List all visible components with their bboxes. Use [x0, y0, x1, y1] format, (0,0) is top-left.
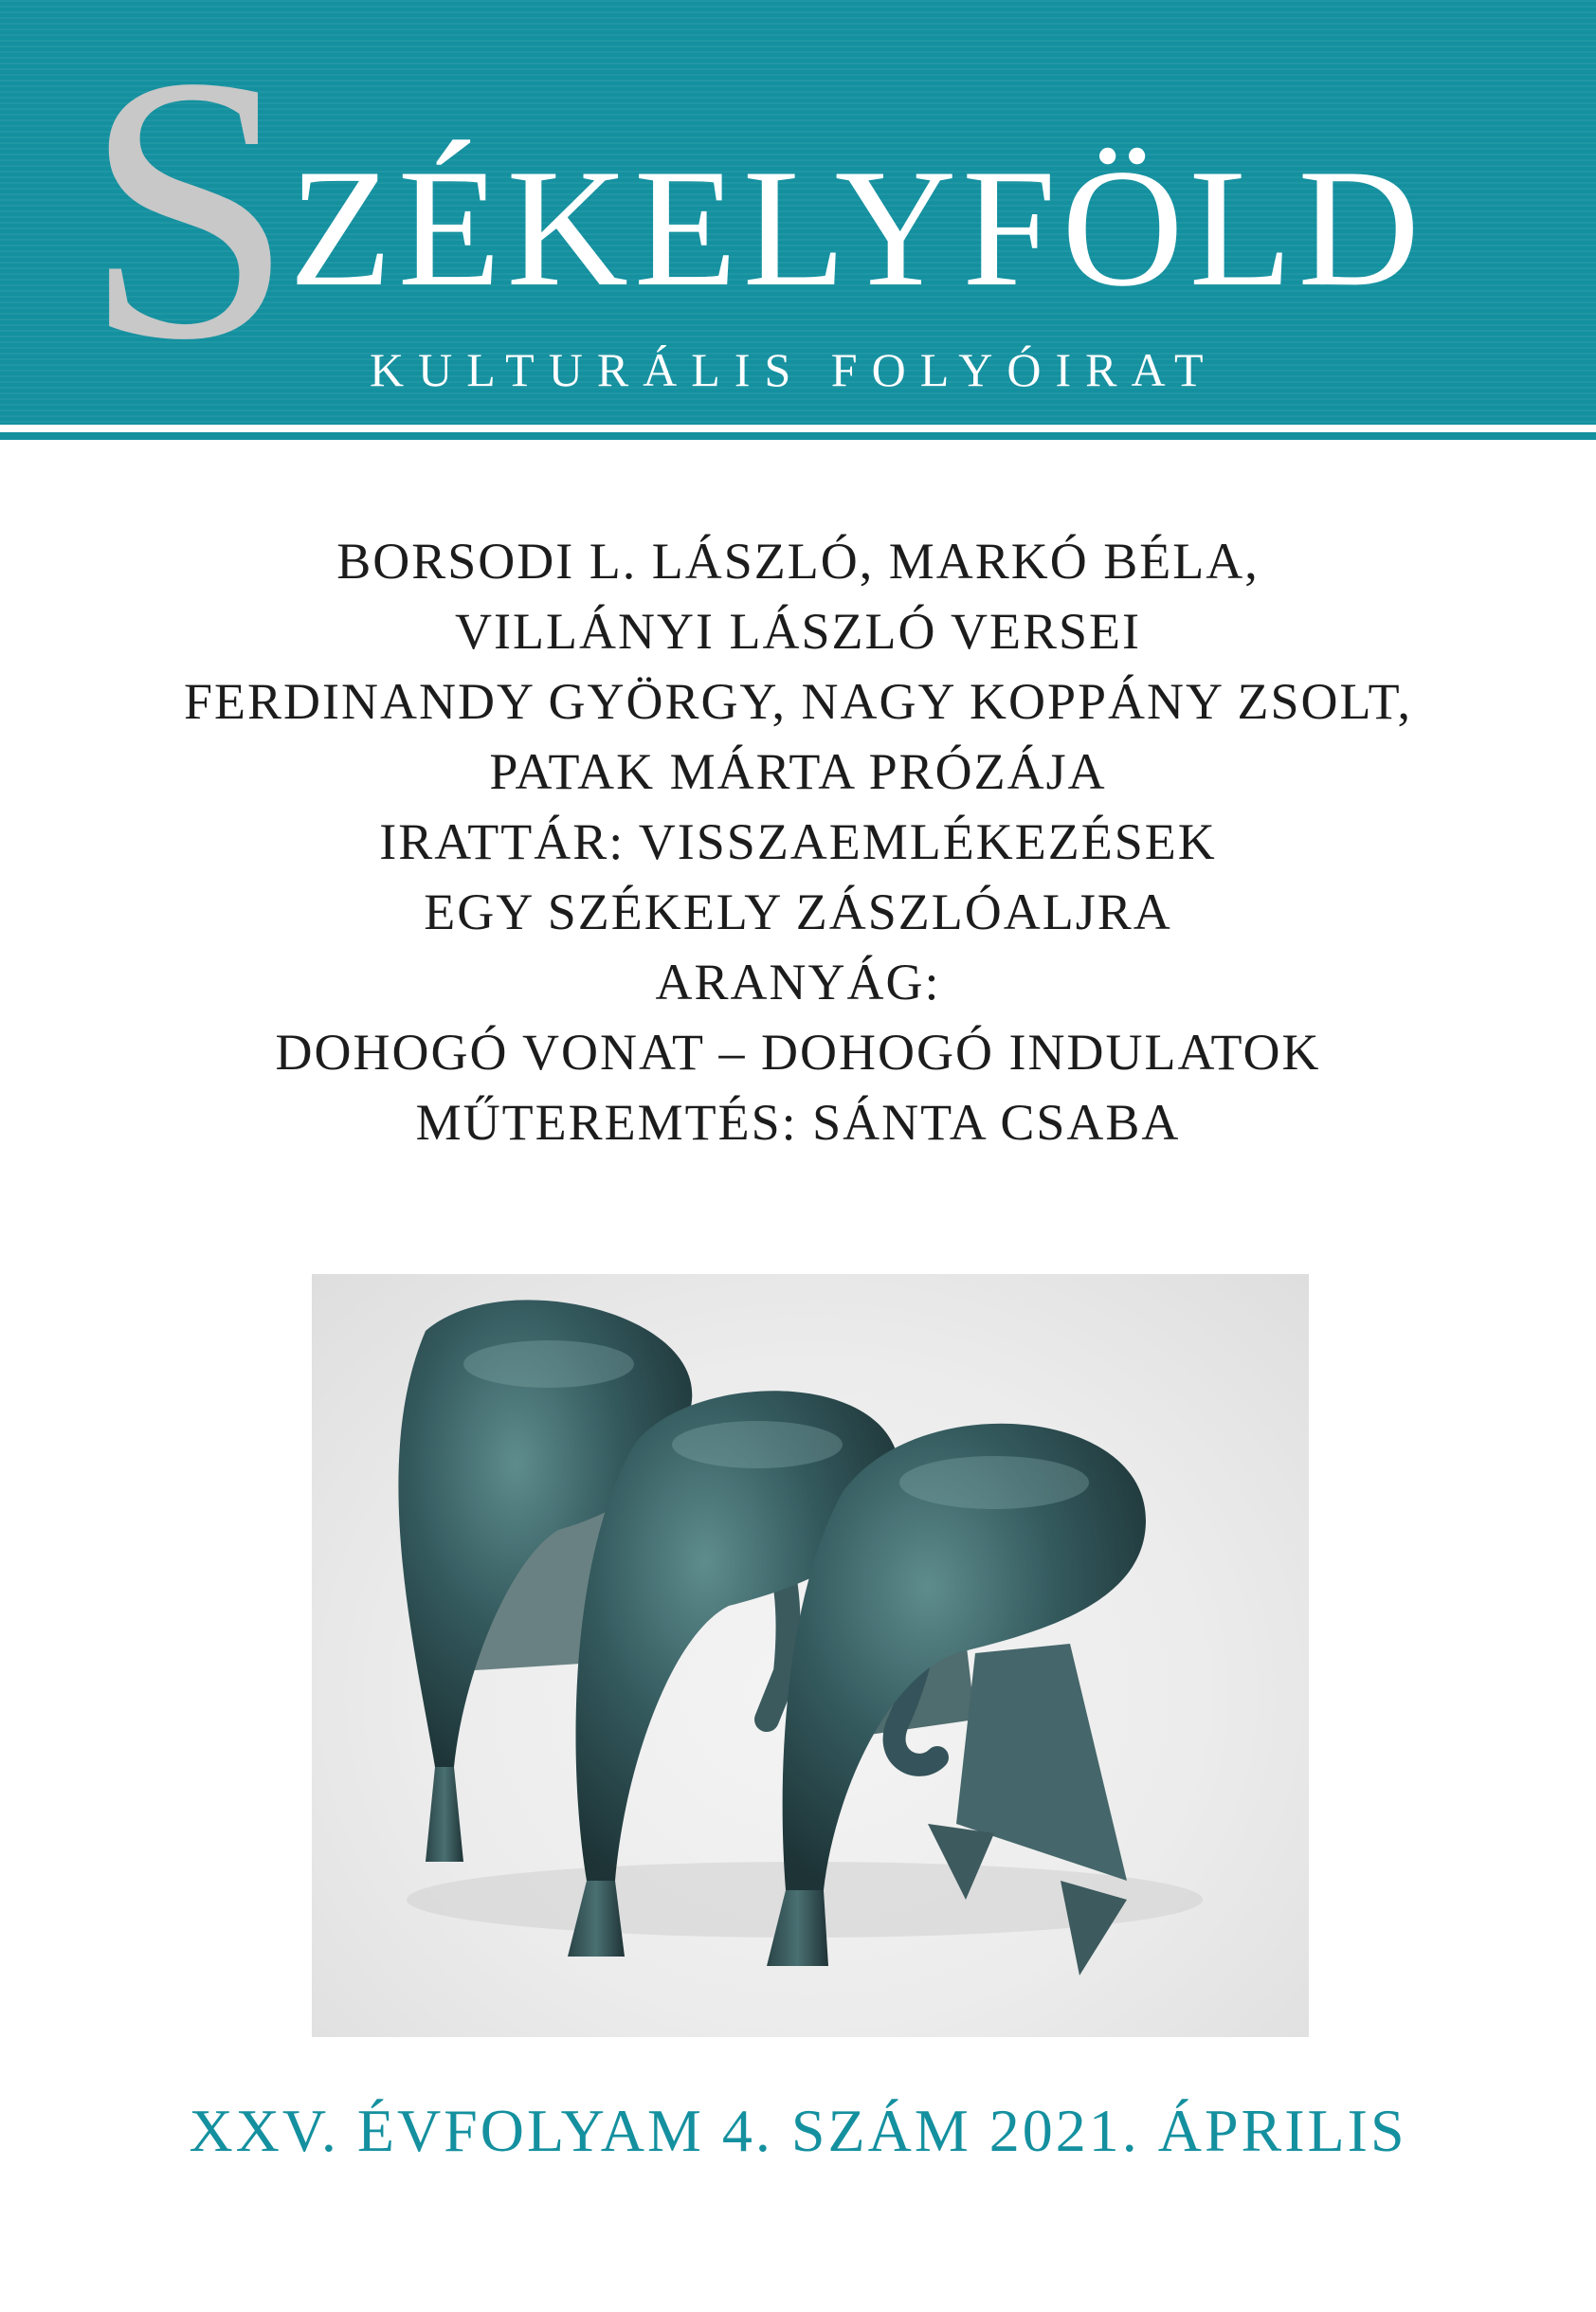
- issue-line: XXV. ÉVFOLYAM 4. SZÁM 2021. ÁPRILIS: [189, 2097, 1407, 2164]
- contents-line: IRATTÁR: VISSZAEMLÉKEZÉSEK: [379, 813, 1217, 870]
- masthead-rule: [0, 432, 1596, 440]
- contents-line: EGY SZÉKELY ZÁSZLÓALJRA: [424, 883, 1172, 940]
- cover-photo: [312, 1274, 1309, 2037]
- contents-line: DOHOGÓ VONAT – DOHOGÓ INDULATOK: [275, 1024, 1321, 1081]
- contents-line: ARANYÁG:: [655, 954, 941, 1010]
- contents-line: FERDINANDY GYÖRGY, NAGY KOPPÁNY ZSOLT,: [183, 673, 1413, 730]
- title-initial: S: [83, 0, 295, 418]
- contents-line: PATAK MÁRTA PRÓZÁJA: [489, 743, 1107, 800]
- contents-line: MŰTEREMTÉS: SÁNTA CSABA: [415, 1094, 1181, 1151]
- bronze-sculpture-image: [312, 1274, 1309, 2037]
- magazine-title: ZÉKELYFÖLD: [289, 134, 1426, 321]
- contents-line: BORSODI L. LÁSZLÓ, MARKÓ BÉLA,: [336, 533, 1260, 590]
- contents-line: VILLÁNYI LÁSZLÓ VERSEI: [455, 603, 1141, 660]
- table-of-contents: [0, 526, 1596, 1157]
- masthead-rule-gap: [0, 425, 1596, 432]
- magazine-subtitle: KULTURÁLIS FOLYÓIRAT: [370, 343, 1218, 396]
